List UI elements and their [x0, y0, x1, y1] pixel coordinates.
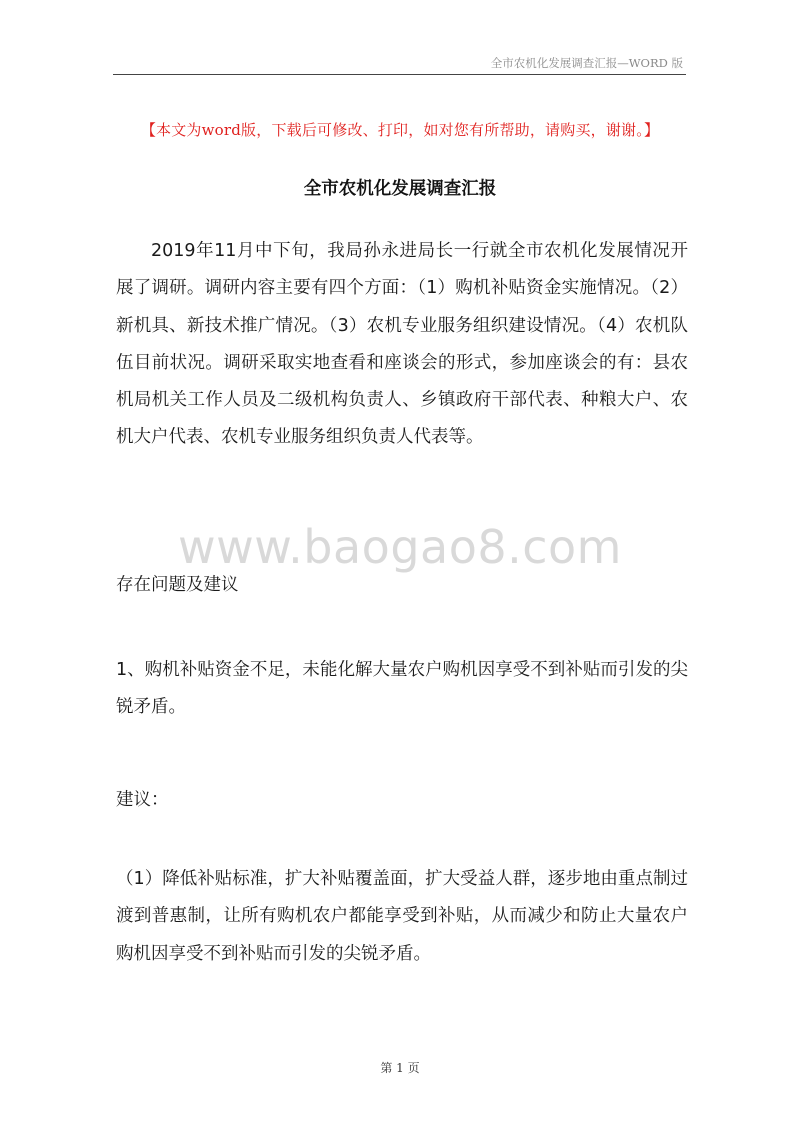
page-number: 第 1 页 [380, 1061, 420, 1075]
intro-paragraph: 2019年11月中下旬，我局孙永进局长一行就全市农机化发展情况开展了调研。调研内容主要有四个方面：（1）购机补贴资金实施情况。（2）新机具、新技术推广情况。（3）农机专业服务组织建设情况。（4）农机队伍目前状况。调研采取实地查看和座谈会的形式，参加座谈会的有：县农机局机关工作人员及二级机构负责人、乡镇政府干部代表、种粮大户、农机大户代表、农机专业服务组织负责人代表等。 [116, 241, 688, 448]
header-divider [113, 74, 686, 75]
document-title: 全市农机化发展调查汇报 [303, 179, 497, 199]
watermark: www.baogao8.com [178, 520, 622, 574]
suggestion-heading: 建议： [116, 790, 169, 810]
purchase-notice: 【本文为word版，下载后可修改、打印，如对您有所帮助，请购买，谢谢。】 [140, 121, 660, 139]
running-header: 全市农机化发展调查汇报—WORD 版 [490, 56, 683, 70]
problem-1-paragraph: 1、购机补贴资金不足，未能化解大量农户购机因享受不到补贴而引发的尖锐矛盾。 [116, 660, 688, 718]
suggestion-1-paragraph: （1）降低补贴标准，扩大补贴覆盖面，扩大受益人群，逐步地由重点制过渡到普惠制，让所有购机农户都能享受到补贴，从而减少和防止大量农户购机因享受不到补贴而引发的尖锐矛盾。 [116, 869, 688, 964]
section-heading: 存在问题及建议 [116, 575, 239, 595]
